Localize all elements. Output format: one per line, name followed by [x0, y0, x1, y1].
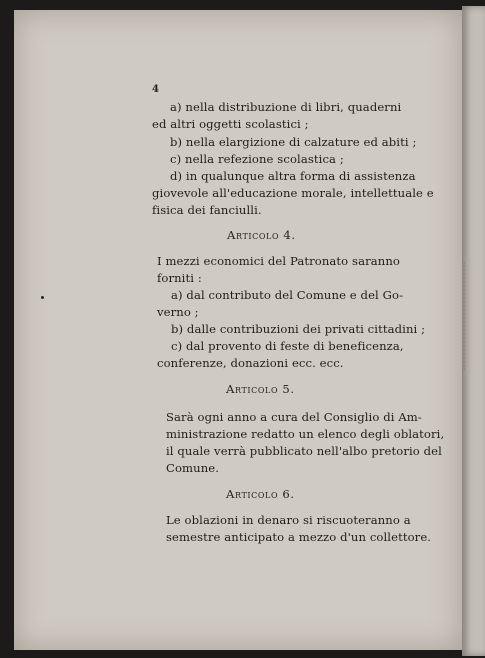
- text-line: I mezzi economici del Patronato saranno: [157, 254, 400, 268]
- article-heading: Articolo 4.: [227, 228, 296, 242]
- binding-stitch: [463, 262, 471, 370]
- text-line: a) nella distribuzione di libri, quaderni: [170, 100, 402, 114]
- text-line: semestre anticipato a mezzo d'un collettore.: [166, 530, 432, 544]
- text-line: conferenze, donazioni ecc. ecc.: [157, 356, 344, 370]
- text-line: giovevole all'educazione morale, intellettuale e: [152, 186, 434, 200]
- text-line: verno ;: [157, 305, 199, 319]
- text-line: a) dal contributo del Comune e del Go-: [171, 288, 404, 302]
- text-line: b) nella elargizione di calzature ed abiti ;: [170, 135, 417, 149]
- text-line: ed altri oggetti scolastici ;: [152, 117, 309, 131]
- text-line: fisica dei fanciulli.: [152, 203, 262, 217]
- text-line: Le oblazioni in denaro si riscuoteranno a: [166, 513, 411, 527]
- text-line: Sarà ogni anno a cura del Consiglio di Am-: [166, 410, 422, 424]
- margin-mark: [41, 296, 44, 299]
- text-line: d) in qualunque altra forma di assistenza: [170, 169, 416, 183]
- text-line: il quale verrà pubblicato nell'albo pretorio del: [166, 444, 442, 458]
- page-number: 4: [152, 84, 160, 95]
- text-line: c) nella refezione scolastica ;: [170, 152, 344, 166]
- text-line: Comune.: [166, 461, 220, 475]
- text-line: forniti :: [157, 271, 202, 285]
- article-heading: Articolo 6.: [226, 487, 295, 501]
- text-line: c) dal provento di feste di beneficenza,: [171, 339, 404, 353]
- article-heading: Articolo 5.: [226, 382, 295, 396]
- text-line: b) dalle contribuzioni dei privati cittadini ;: [171, 322, 426, 336]
- text-line: ministrazione redatto un elenco degli oblatori,: [166, 427, 445, 441]
